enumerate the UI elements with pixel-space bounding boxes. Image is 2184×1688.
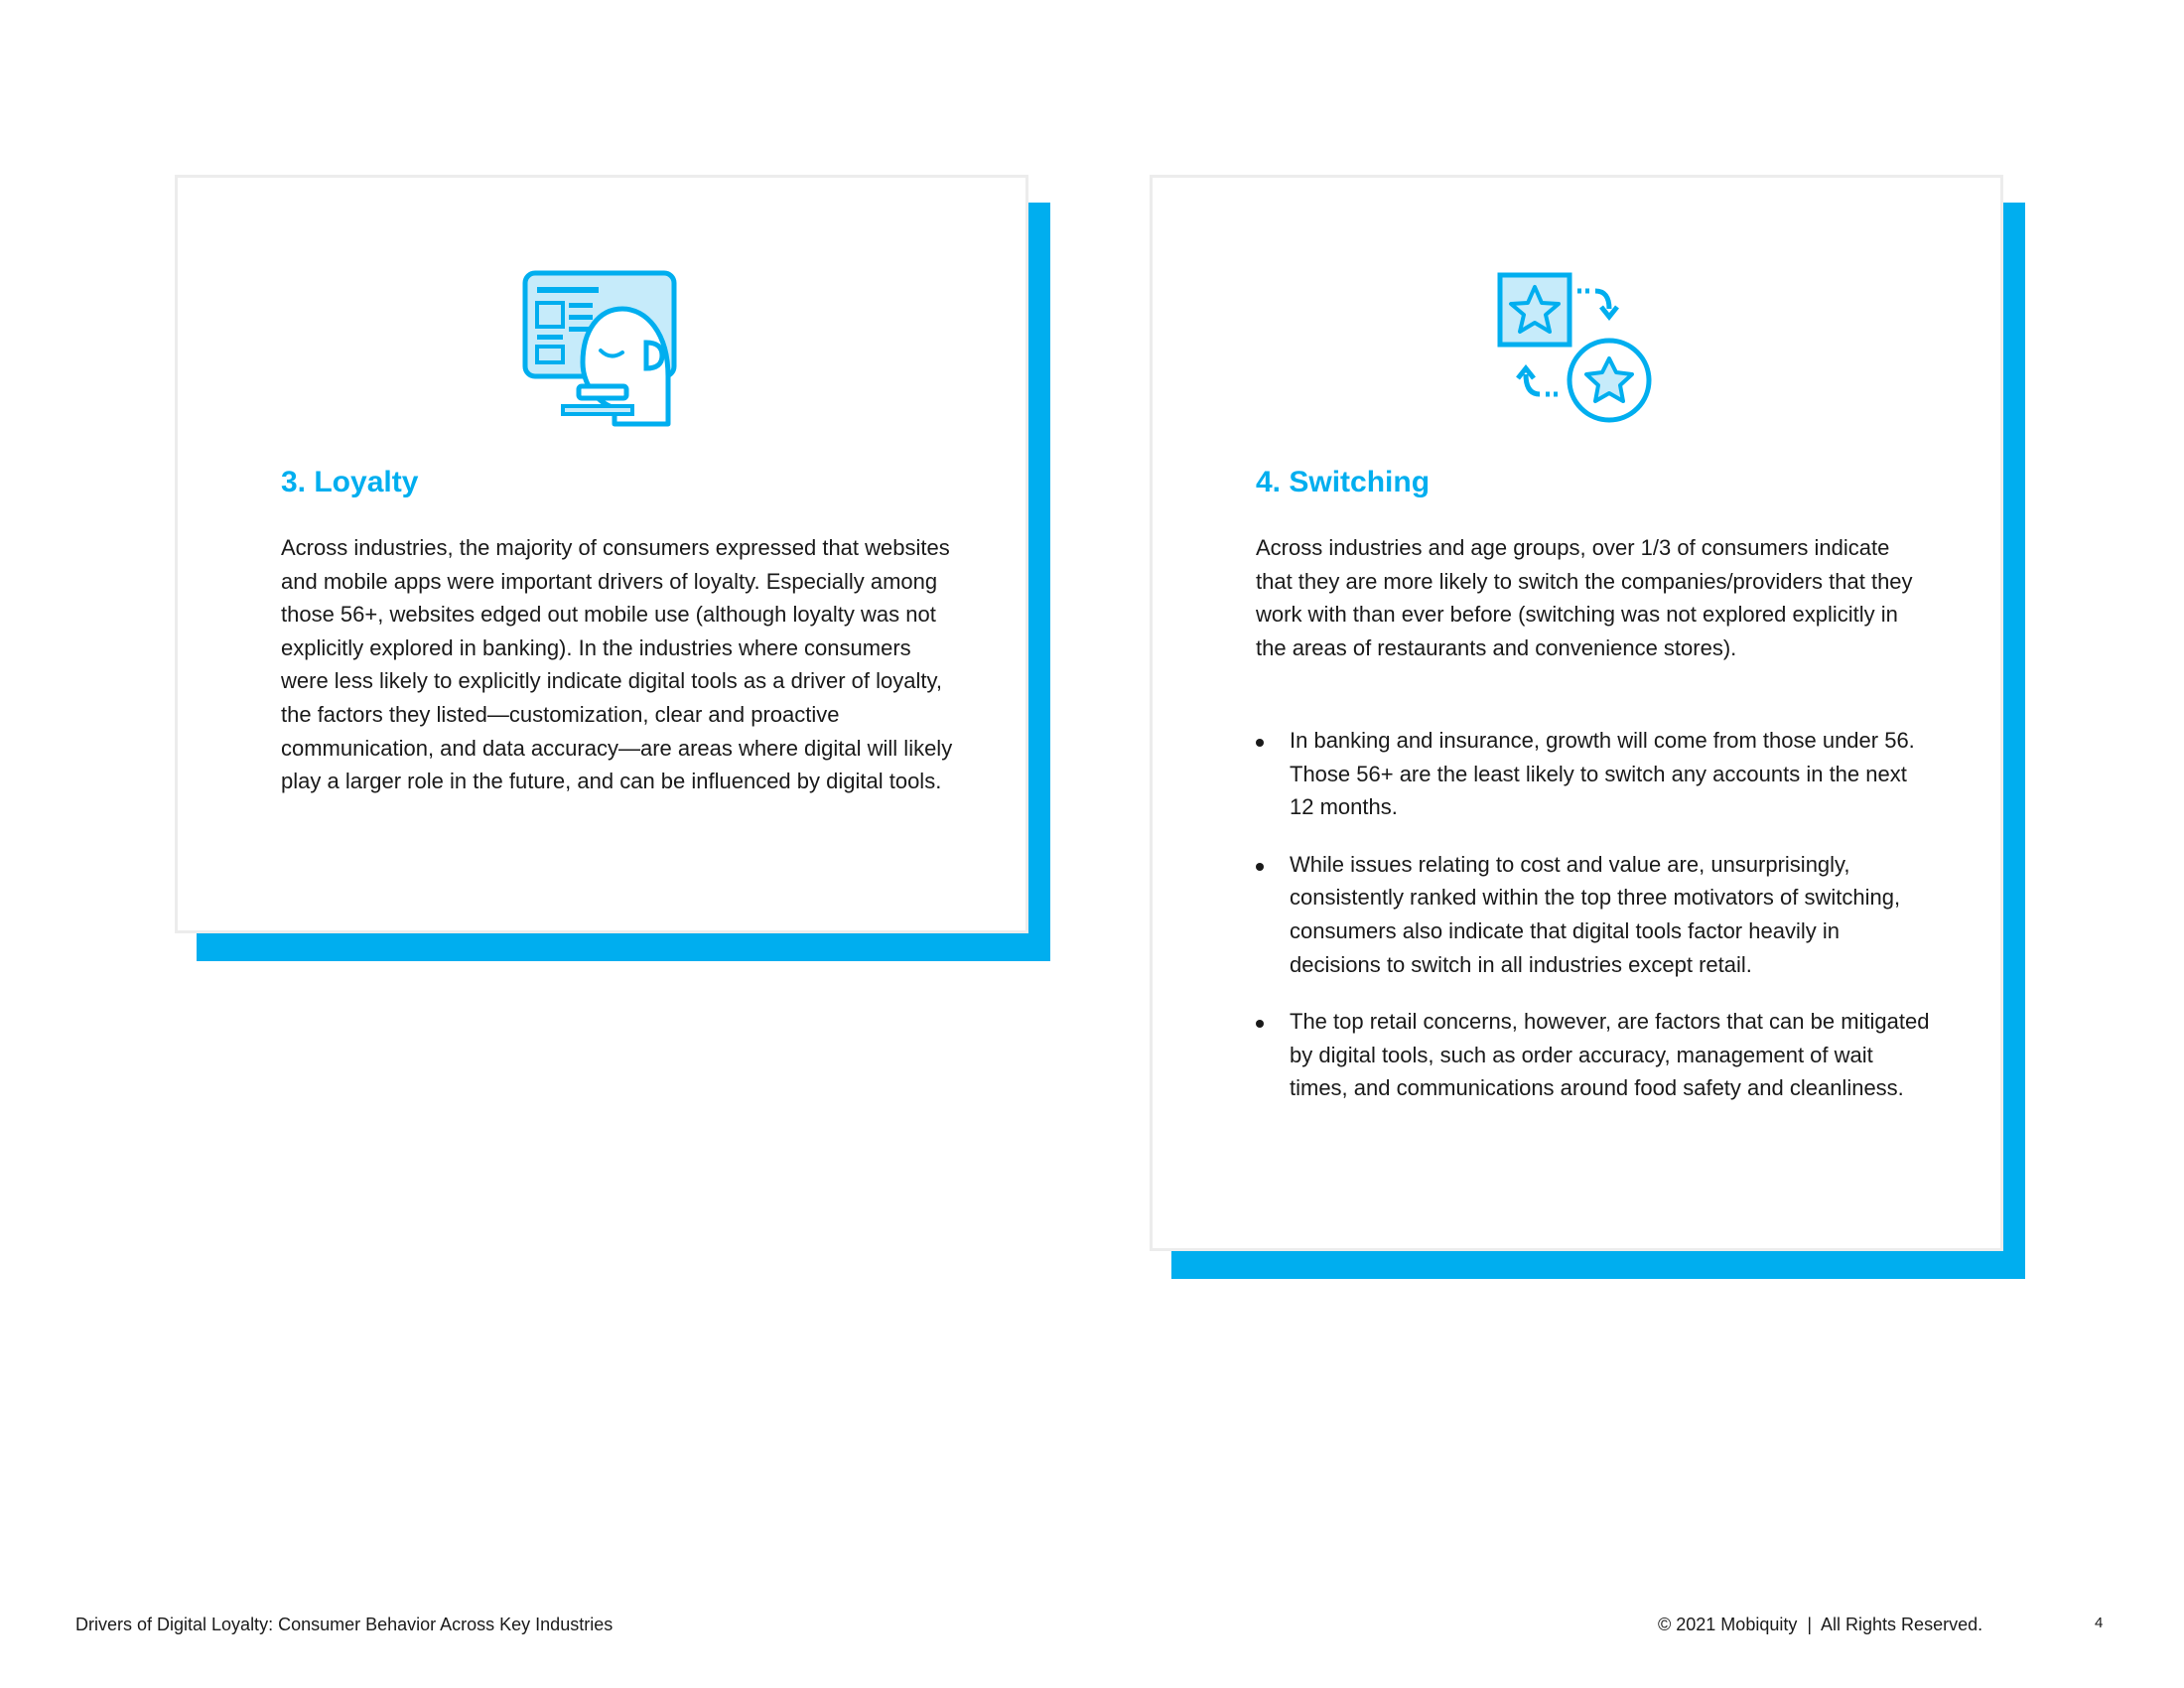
bullet-list (1256, 724, 1931, 1129)
list-item (1256, 1005, 1931, 1105)
card-title: 4. Switching (1256, 466, 1431, 498)
bullet-dot-icon (1256, 1020, 1264, 1028)
bullet-dot-icon (1256, 739, 1264, 747)
bullet-dot-icon (1256, 863, 1264, 871)
card-switching (1150, 175, 2003, 1251)
card-paragraph: Across industries and age groups, over 1/3 of consumers indicate that they are more likely to switch the companies/providers that they work with than ever before (switching was not explored explicitly in the areas of restaurants and convenience stores). (1256, 535, 1913, 660)
footer-copyright: © 2021 Mobiquity | All Rights Reserved. (1658, 1615, 1983, 1634)
list-item-text: In banking and insurance, growth will come from those under 56. Those 56+ are the least likely to switch any accounts in the next 12 months. (1290, 728, 1915, 820)
card-loyalty (175, 175, 1028, 933)
star-switch-icon (1490, 269, 1659, 428)
card-paragraph: Across industries, the majority of consumers expressed that websites and mobile apps were important drivers of loyalty. Especially among those 56+, websites edged out mobile use (although loyalty was not explicitly explored in banking). In the industries where consumers were less likely to explicitly indicate digital tools as a driver of loyalty, the factors they listed—customization, clear and proactive communication, and data accuracy—are areas where digital will likely play a larger role in the future, and can be influenced by digital tools. (281, 535, 953, 794)
list-item-text: While issues relating to cost and value are, unsurprisingly, consistently ranked within the top three motivators of switching, consumers also indicate that digital tools factor heavily in decisions to switch in all industries except retail. (1290, 851, 1901, 977)
card-title: 3. Loyalty (281, 466, 419, 498)
footer-title: Drivers of Digital Loyalty: Consumer Behavior Across Key Industries (75, 1615, 614, 1634)
list-item (1256, 724, 1931, 824)
list-item-text: The top retail concerns, however, are factors that can be mitigated by digital tools, such as order accuracy, management of wait times, and communications around food safety and cleanliness. (1290, 1009, 1930, 1101)
screen-face-icon (519, 269, 688, 428)
page-number: 4 (2095, 1615, 2104, 1631)
list-item (1256, 848, 1931, 981)
